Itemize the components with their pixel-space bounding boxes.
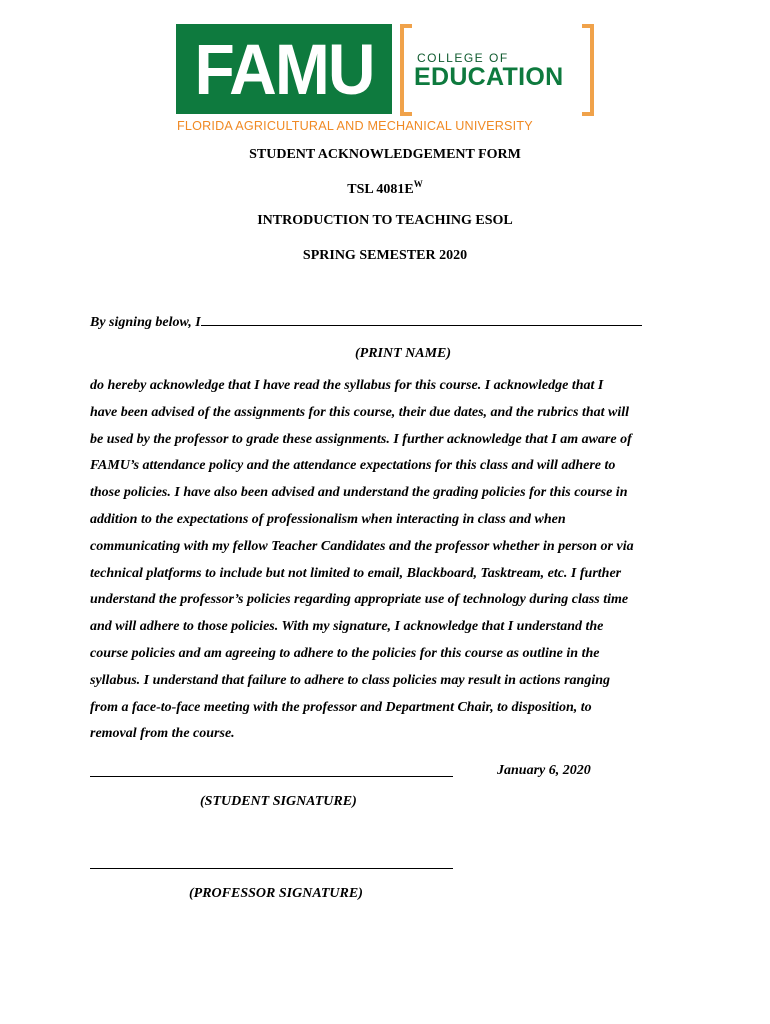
course-code — [0, 179, 770, 198]
paragraph-line: addition to the expectations of professionalism when interacting in class and when — [90, 511, 566, 527]
signature-date: January 6, 2020 — [497, 763, 591, 778]
logo-university-name: FLORIDA AGRICULTURAL AND MECHANICAL UNIVERSITY — [177, 119, 533, 133]
course-code-superscript: W — [413, 179, 423, 189]
paragraph-line: understand the professor’s policies regarding appropriate use of technology during class time — [90, 592, 629, 608]
paragraph-line: communicating with my fellow Teacher Candidates and the professor whether in person or via — [90, 538, 634, 554]
paragraph-line: FAMU’s attendance policy and the attendance expectations for this class and will adhere to — [90, 458, 616, 474]
paragraph-line: technical platforms to include but not limited to email, Blackboard, Tasktream, etc. I further — [90, 565, 622, 581]
print-name-label: (PRINT NAME) — [355, 346, 452, 361]
course-name: INTRODUCTION TO TEACHING ESOL — [257, 213, 513, 228]
signing-intro-text: By signing below, I — [90, 315, 201, 330]
semester: SPRING SEMESTER 2020 — [302, 248, 468, 263]
paragraph-line: those policies. I have also been advised and understand the grading policies for this course in — [90, 485, 628, 501]
student-signature-line[interactable] — [90, 776, 453, 777]
paragraph-line: be used by the professor to grade these assignments. I further acknowledge that I am aware of — [90, 431, 632, 447]
famu-logo-box — [176, 24, 392, 114]
print-name-line[interactable] — [201, 313, 642, 326]
paragraph-line: do hereby acknowledge that I have read the syllabus for this course. I acknowledge that I — [90, 378, 604, 393]
professor-signature-line[interactable] — [90, 868, 453, 869]
paragraph-line: from a face-to-face meeting with the professor and Department Chair, to disposition, to — [90, 699, 592, 715]
form-title: STUDENT ACKNOWLEDGEMENT FORM — [249, 147, 521, 162]
signing-intro — [90, 313, 642, 331]
logo-education-text: EDUCATION — [414, 63, 564, 91]
professor-signature-label: (PROFESSOR SIGNATURE) — [189, 886, 363, 901]
famu-college-of-education-logo — [176, 22, 596, 134]
acknowledgement-paragraph — [90, 373, 690, 748]
paragraph-line: course policies and am agreeing to adhere to the policies for this course as outline in the — [90, 645, 600, 661]
paragraph-line: removal from the course. — [90, 726, 235, 742]
course-code-text: TSL 4081E — [347, 182, 414, 197]
paragraph-line: and will adhere to those policies. With my signature, I acknowledge that I understand the — [90, 619, 604, 635]
logo-famu-text: FAMU — [194, 29, 374, 109]
logo-bracket-right — [582, 24, 594, 116]
student-signature-label: (STUDENT SIGNATURE) — [200, 794, 357, 809]
logo-college-of-text: COLLEGE OF — [417, 51, 509, 65]
paragraph-line: syllabus. I understand that failure to adhere to class policies may result in actions ranging — [90, 672, 611, 688]
logo-bracket-left — [400, 24, 412, 116]
paragraph-line: have been advised of the assignments for this course, their due dates, and the rubrics that will — [90, 404, 630, 420]
